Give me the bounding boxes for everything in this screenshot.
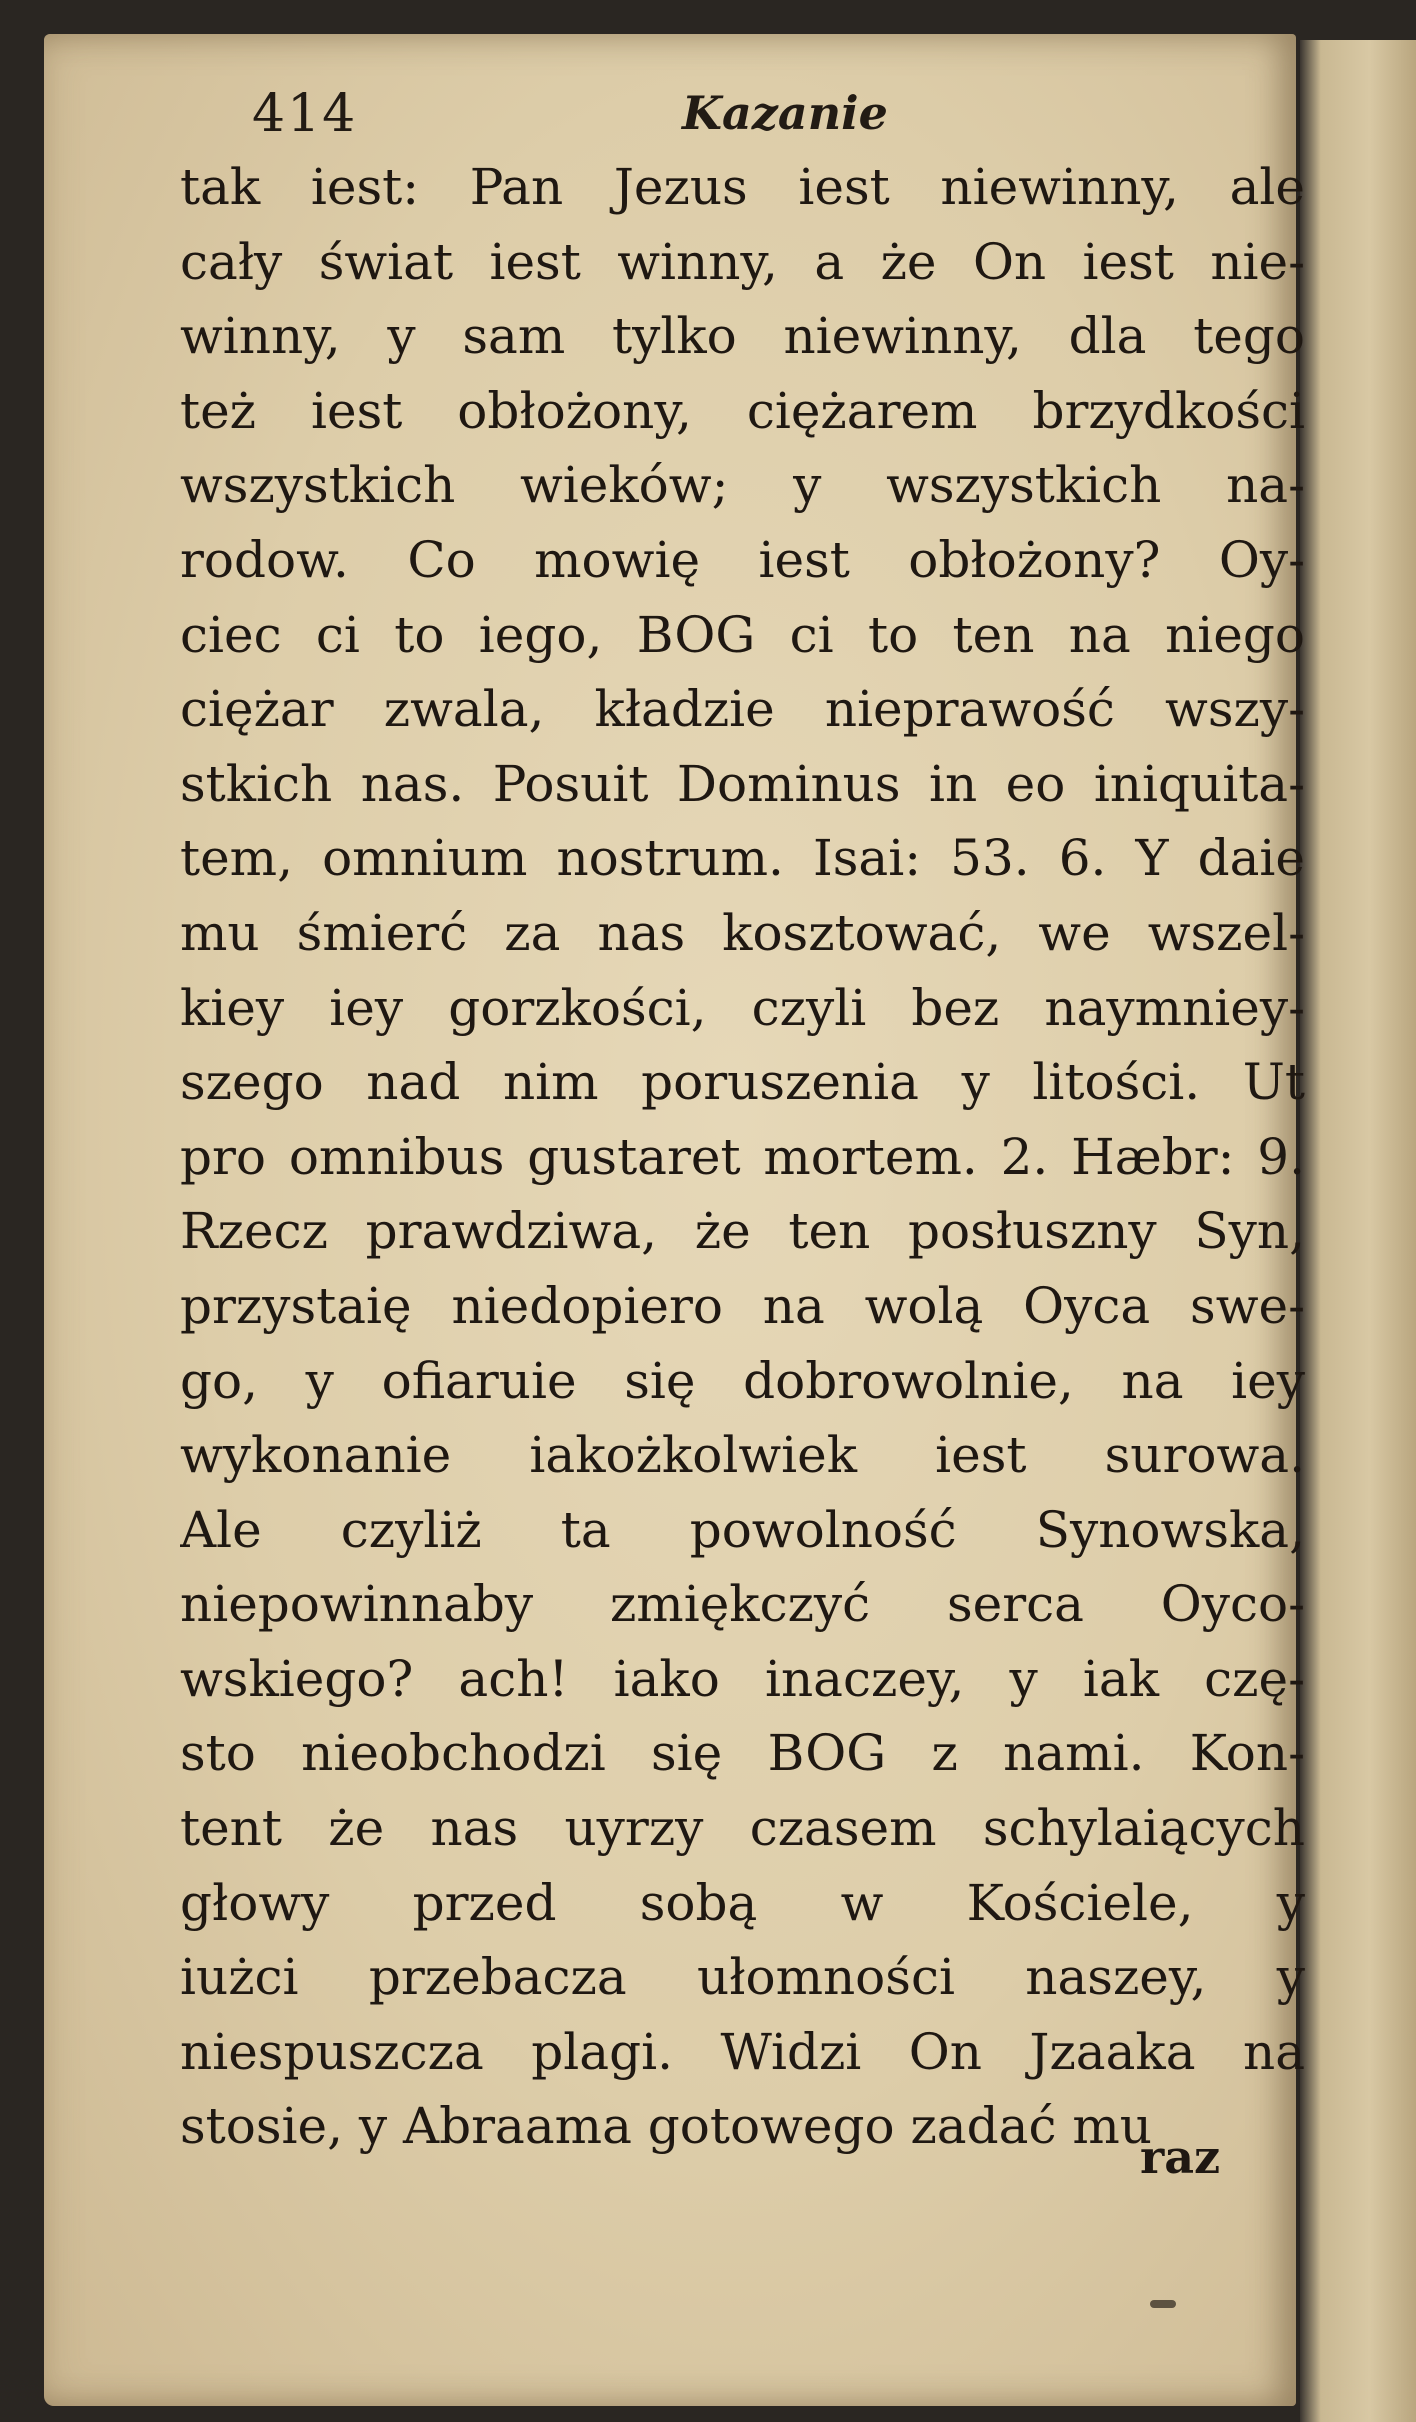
text-line: iużci przebacza ułomności naszey, y xyxy=(180,1948,1305,2007)
text-line: cały świat iest winny, a że On iest nie- xyxy=(180,232,1305,291)
text-line: wskiego? ach! iako inaczey, y iak czę- xyxy=(180,1649,1305,1708)
text-line: tem, omnium nostrum. Isai: 53. 6. Y daie xyxy=(180,829,1305,888)
page-header xyxy=(222,84,1242,154)
adjacent-page-edge xyxy=(1300,40,1416,2422)
text-line: pro omnibus gustaret mortem. 2. Hæbr: 9. xyxy=(180,1127,1305,1186)
text-line: też iest obłożony, ciężarem brzydkości xyxy=(180,381,1305,440)
text-line: sto nieobchodzi się BOG z nami. Kon- xyxy=(180,1724,1305,1783)
text-line: go, y ofiaruie się dobrowolnie, na iey xyxy=(180,1351,1305,1410)
text-line: stosie, y Abraama gotowego zadać mu xyxy=(180,2097,1152,2156)
text-line: niespuszcza plagi. Widzi On Jzaaka na xyxy=(180,2022,1305,2081)
text-line: wszystkich wieków; y wszystkich na- xyxy=(180,456,1305,515)
ink-smudge xyxy=(1150,2300,1176,2308)
text-line: winny, y sam tylko niewinny, dla tego xyxy=(180,307,1305,366)
running-head: Kazanie xyxy=(682,86,888,140)
text-line: Ale czyliż ta powolność Synowska, xyxy=(180,1500,1305,1559)
text-line: ciężar zwala, kładzie nieprawość wszy- xyxy=(180,680,1305,739)
text-line: ciec ci to iego, BOG ci to ten na niego xyxy=(180,605,1305,664)
text-line: stkich nas. Posuit Dominus in eo iniquita- xyxy=(180,754,1305,813)
text-line: głowy przed sobą w Kościele, y xyxy=(180,1873,1305,1932)
text-line: szego nad nim poruszenia y litości. Ut xyxy=(180,1053,1305,1112)
text-line: tak iest: Pan Jezus iest niewinny, ale xyxy=(180,158,1305,216)
text-line: wykonanie iakożkolwiek iest surowa. xyxy=(180,1426,1305,1485)
text-line: mu śmierć za nas kosztować, we wszel- xyxy=(180,903,1305,962)
text-line: tent że nas uyrzy czasem schylaiących xyxy=(180,1799,1305,1858)
text-line: niepowinnaby zmiękczyć serca Oyco- xyxy=(180,1575,1305,1634)
catchword: raz xyxy=(1140,2130,1221,2184)
text-line: Rzecz prawdziwa, że ten posłuszny Syn, xyxy=(180,1202,1305,1261)
text-line: przystaię niedopiero na wolą Oyca swe- xyxy=(180,1276,1305,1335)
body-text xyxy=(180,150,1305,2164)
text-line: rodow. Co mowię iest obłożony? Oy- xyxy=(180,530,1305,589)
text-line: kiey iey gorzkości, czyli bez naymniey- xyxy=(180,978,1305,1037)
page-number: 414 xyxy=(252,84,358,144)
